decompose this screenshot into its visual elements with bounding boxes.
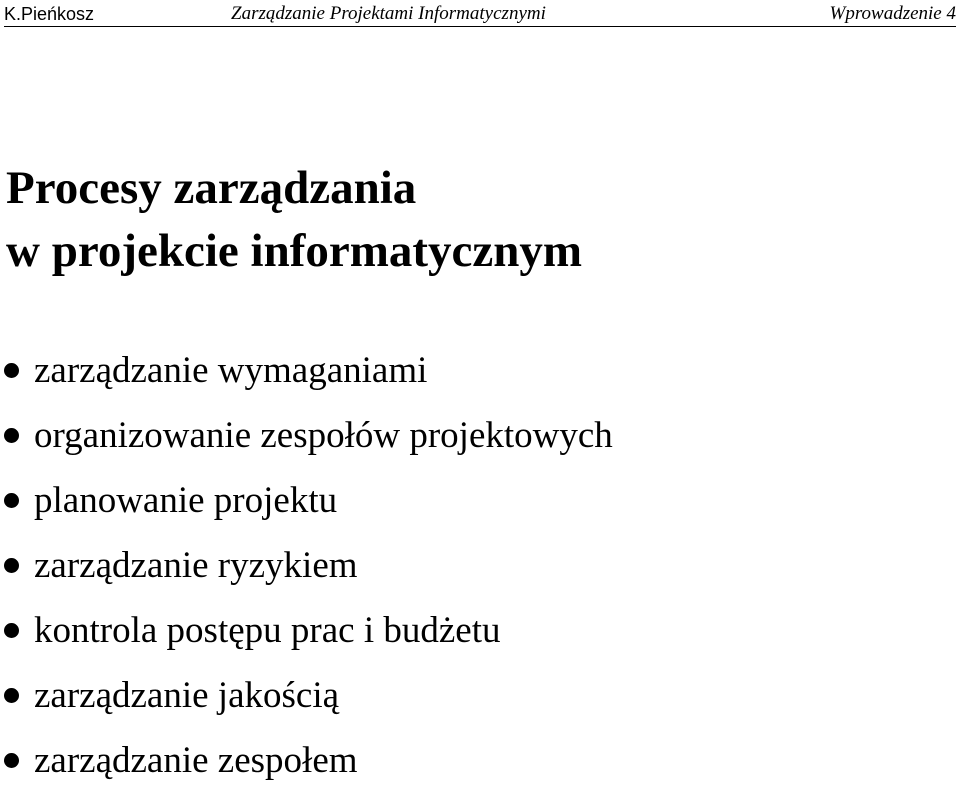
bullet-icon [4, 753, 19, 768]
slide-header [4, 2, 956, 27]
bullet-text: organizowanie zespołów projektowych [34, 415, 613, 456]
bullet-item [4, 338, 613, 403]
bullet-item [4, 663, 613, 728]
slide-title-line-1: Procesy zarządzania [6, 162, 417, 214]
bullet-item [4, 728, 613, 793]
bullet-item [4, 403, 613, 468]
bullet-item [4, 598, 613, 663]
bullet-text: planowanie projektu [34, 480, 338, 521]
bullet-text: zarządzanie ryzykiem [34, 545, 358, 586]
bullet-list [4, 338, 613, 793]
bullet-icon [4, 623, 19, 638]
bullet-item [4, 533, 613, 598]
slide-title [6, 157, 582, 283]
section-label: Wprowadzenie 4 [829, 3, 956, 24]
bullet-icon [4, 363, 19, 378]
bullet-text: kontrola postępu prac i budżetu [34, 610, 501, 651]
bullet-text: zarządzanie wymaganiami [34, 350, 428, 391]
slide-title-line-2: w projekcie informatycznym [6, 225, 583, 277]
course-title: Zarządzanie Projektami Informatycznymi [231, 3, 546, 24]
bullet-icon [4, 428, 19, 443]
bullet-icon [4, 558, 19, 573]
author-name: K.Pieńkosz [4, 4, 95, 24]
bullet-item [4, 468, 613, 533]
bullet-icon [4, 493, 19, 508]
bullet-text: zarządzanie zespołem [34, 740, 358, 781]
bullet-icon [4, 688, 19, 703]
bullet-text: zarządzanie jakością [34, 675, 340, 716]
